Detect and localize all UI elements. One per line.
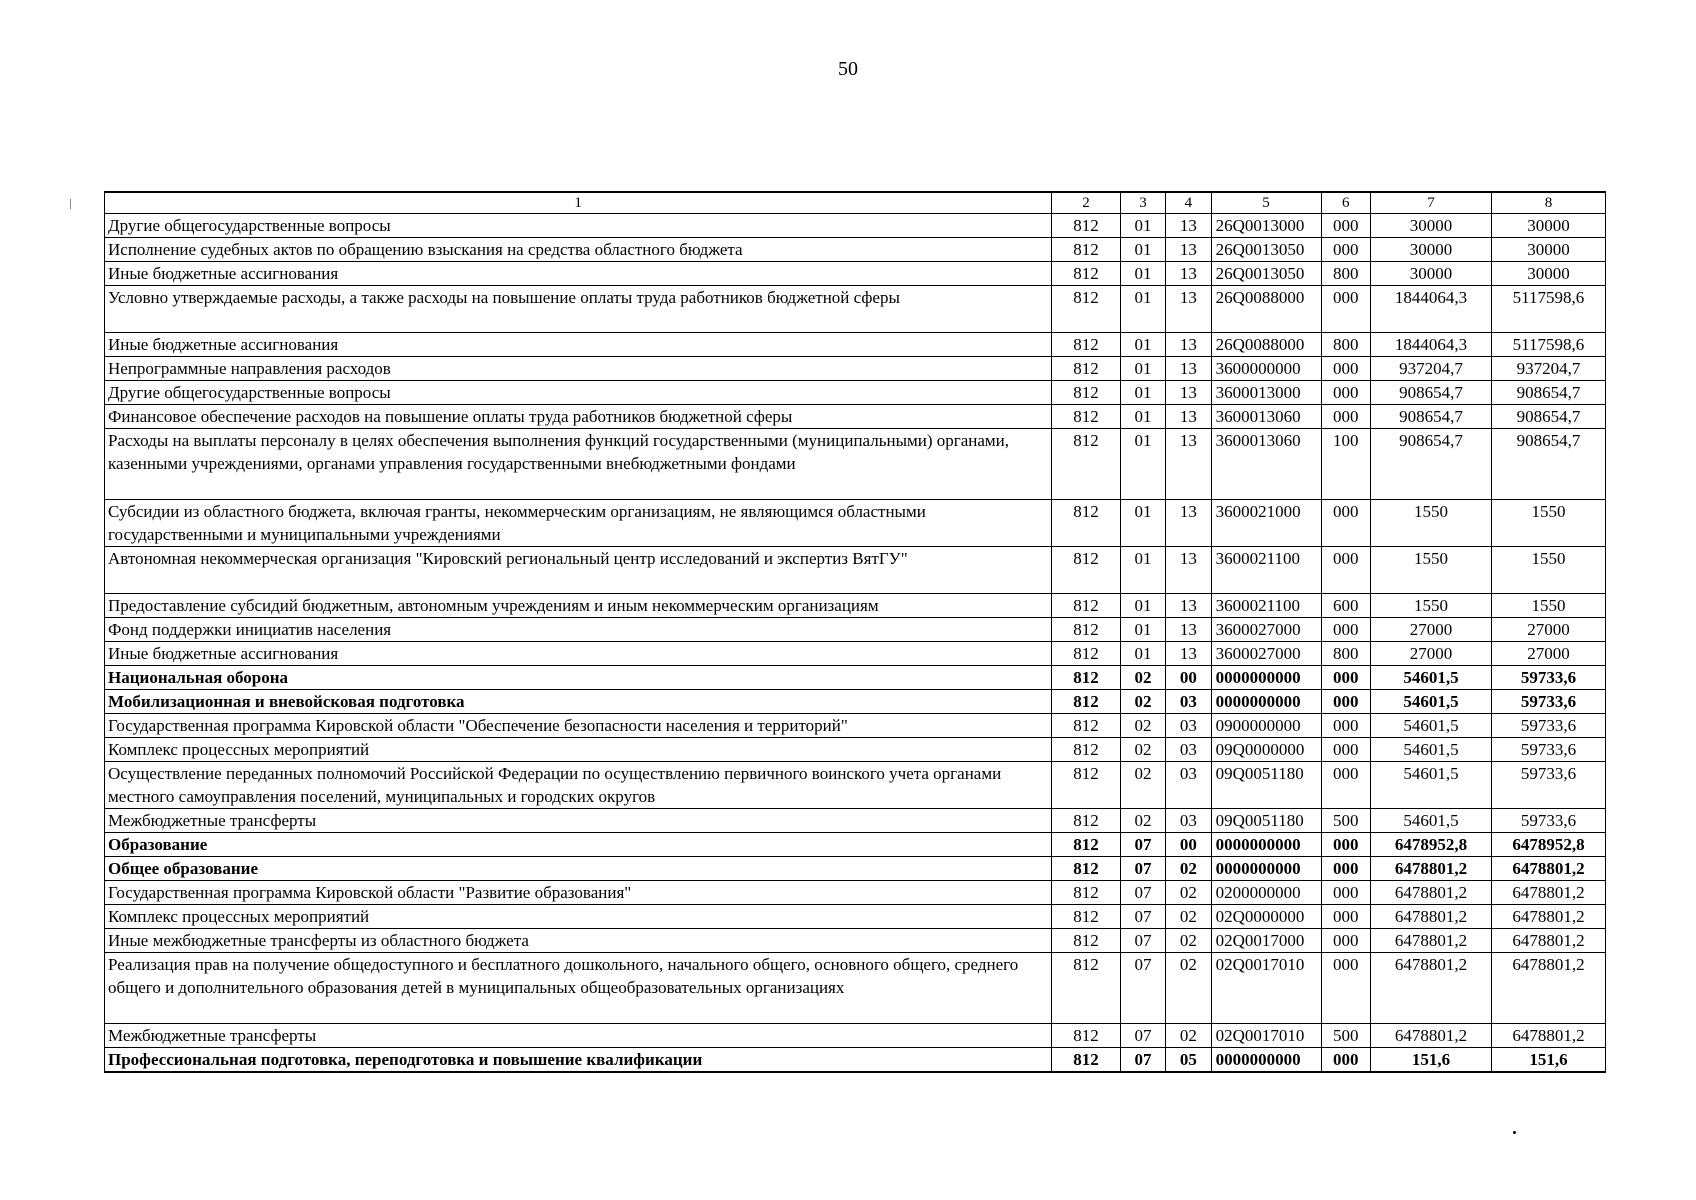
row-subsection: 05 (1166, 1048, 1211, 1073)
row-expense-type: 000 (1321, 905, 1370, 929)
row-section: 07 (1120, 929, 1165, 953)
row-amount-year2: 30000 (1491, 214, 1605, 238)
row-name: Условно утверждаемые расходы, а также расходы на повышение оплаты труда работников бюджетной сферы (105, 286, 1052, 333)
table-row (105, 666, 1606, 690)
row-name: Непрограммные направления расходов (105, 357, 1052, 381)
row-name: Комплекс процессных мероприятий (105, 905, 1052, 929)
row-name: Национальная оборона (105, 666, 1052, 690)
row-admin-code: 812 (1052, 405, 1121, 429)
table-row (105, 809, 1606, 833)
row-amount-year1: 6478801,2 (1370, 881, 1491, 905)
table-row (105, 905, 1606, 929)
page-number: 50 (838, 58, 858, 80)
row-amount-year1: 908654,7 (1370, 405, 1491, 429)
row-subsection: 03 (1166, 738, 1211, 762)
row-target-article: 3600027000 (1211, 642, 1321, 666)
row-subsection: 00 (1166, 666, 1211, 690)
row-amount-year1: 30000 (1370, 214, 1491, 238)
row-name: Иные бюджетные ассигнования (105, 642, 1052, 666)
row-section: 01 (1120, 429, 1165, 500)
row-target-article: 02Q0000000 (1211, 905, 1321, 929)
table-row (105, 429, 1606, 500)
row-admin-code: 812 (1052, 1024, 1121, 1048)
row-amount-year2: 937204,7 (1491, 357, 1605, 381)
row-amount-year2: 5117598,6 (1491, 286, 1605, 333)
table-row (105, 405, 1606, 429)
row-amount-year2: 59733,6 (1491, 666, 1605, 690)
row-admin-code: 812 (1052, 286, 1121, 333)
row-amount-year1: 6478801,2 (1370, 929, 1491, 953)
row-subsection: 13 (1166, 238, 1211, 262)
row-subsection: 13 (1166, 618, 1211, 642)
row-expense-type: 000 (1321, 500, 1370, 547)
row-target-article: 3600013060 (1211, 429, 1321, 500)
table-row (105, 238, 1606, 262)
row-section: 07 (1120, 857, 1165, 881)
table-row (105, 881, 1606, 905)
row-amount-year1: 1550 (1370, 594, 1491, 618)
header-cell-6: 6 (1321, 192, 1370, 214)
row-target-article: 26Q0088000 (1211, 286, 1321, 333)
row-amount-year2: 6478952,8 (1491, 833, 1605, 857)
row-section: 01 (1120, 357, 1165, 381)
row-name: Другие общегосударственные вопросы (105, 214, 1052, 238)
row-subsection: 13 (1166, 286, 1211, 333)
row-name: Иные бюджетные ассигнования (105, 262, 1052, 286)
table-row (105, 714, 1606, 738)
row-expense-type: 000 (1321, 214, 1370, 238)
row-amount-year1: 54601,5 (1370, 809, 1491, 833)
row-amount-year2: 6478801,2 (1491, 881, 1605, 905)
header-cell-7: 7 (1370, 192, 1491, 214)
row-expense-type: 000 (1321, 405, 1370, 429)
row-expense-type: 000 (1321, 833, 1370, 857)
table-row (105, 286, 1606, 333)
row-admin-code: 812 (1052, 214, 1121, 238)
row-expense-type: 000 (1321, 714, 1370, 738)
row-amount-year2: 59733,6 (1491, 809, 1605, 833)
row-target-article: 0000000000 (1211, 857, 1321, 881)
row-target-article: 3600013000 (1211, 381, 1321, 405)
row-admin-code: 812 (1052, 905, 1121, 929)
row-admin-code: 812 (1052, 500, 1121, 547)
row-target-article: 3600021100 (1211, 594, 1321, 618)
row-expense-type: 800 (1321, 333, 1370, 357)
row-subsection: 13 (1166, 594, 1211, 618)
row-name: Предоставление субсидий бюджетным, автономным учреждениям и иным некоммерческим организациям (105, 594, 1052, 618)
row-subsection: 00 (1166, 833, 1211, 857)
row-admin-code: 812 (1052, 547, 1121, 594)
row-section: 02 (1120, 690, 1165, 714)
table-row (105, 690, 1606, 714)
row-amount-year2: 30000 (1491, 238, 1605, 262)
row-section: 01 (1120, 405, 1165, 429)
row-expense-type: 000 (1321, 666, 1370, 690)
row-admin-code: 812 (1052, 594, 1121, 618)
row-section: 02 (1120, 809, 1165, 833)
row-admin-code: 812 (1052, 666, 1121, 690)
row-target-article: 26Q0088000 (1211, 333, 1321, 357)
row-subsection: 03 (1166, 809, 1211, 833)
row-name: Межбюджетные трансферты (105, 809, 1052, 833)
row-admin-code: 812 (1052, 881, 1121, 905)
row-section: 07 (1120, 833, 1165, 857)
row-name: Образование (105, 833, 1052, 857)
row-section: 01 (1120, 594, 1165, 618)
table-row (105, 500, 1606, 547)
row-admin-code: 812 (1052, 1048, 1121, 1073)
table-row (105, 857, 1606, 881)
row-subsection: 13 (1166, 500, 1211, 547)
row-section: 01 (1120, 214, 1165, 238)
row-amount-year2: 30000 (1491, 262, 1605, 286)
row-amount-year1: 54601,5 (1370, 738, 1491, 762)
table-row (105, 1024, 1606, 1048)
row-amount-year2: 59733,6 (1491, 714, 1605, 738)
row-section: 07 (1120, 1024, 1165, 1048)
table-row (105, 547, 1606, 594)
header-cell-8: 8 (1491, 192, 1605, 214)
row-name: Осуществление переданных полномочий Российской Федерации по осуществлению первичного воинского учета органами местного самоуправления поселений, муниципальных и городских округов (105, 762, 1052, 809)
row-admin-code: 812 (1052, 738, 1121, 762)
row-admin-code: 812 (1052, 238, 1121, 262)
row-amount-year2: 1550 (1491, 594, 1605, 618)
row-section: 02 (1120, 666, 1165, 690)
row-subsection: 02 (1166, 857, 1211, 881)
row-name: Общее образование (105, 857, 1052, 881)
row-subsection: 03 (1166, 690, 1211, 714)
row-amount-year2: 6478801,2 (1491, 953, 1605, 1024)
row-amount-year1: 908654,7 (1370, 381, 1491, 405)
row-name: Расходы на выплаты персоналу в целях обеспечения выполнения функций государственными (муниципальными) органами, казенными учреждениями, органами управления государственными внебюджетными фондами (105, 429, 1052, 500)
table-row (105, 618, 1606, 642)
table-row (105, 642, 1606, 666)
row-target-article: 3600021000 (1211, 500, 1321, 547)
table-row (105, 333, 1606, 357)
row-section: 01 (1120, 547, 1165, 594)
row-amount-year1: 54601,5 (1370, 762, 1491, 809)
row-subsection: 13 (1166, 381, 1211, 405)
row-subsection: 03 (1166, 714, 1211, 738)
row-expense-type: 800 (1321, 262, 1370, 286)
row-amount-year2: 59733,6 (1491, 738, 1605, 762)
row-admin-code: 812 (1052, 929, 1121, 953)
table-row (105, 262, 1606, 286)
row-name: Государственная программа Кировской области "Обеспечение безопасности населения и территорий" (105, 714, 1052, 738)
row-name: Комплекс процессных мероприятий (105, 738, 1052, 762)
row-amount-year1: 908654,7 (1370, 429, 1491, 500)
row-amount-year1: 1550 (1370, 500, 1491, 547)
row-amount-year1: 6478801,2 (1370, 1024, 1491, 1048)
row-section: 01 (1120, 618, 1165, 642)
row-section: 07 (1120, 1048, 1165, 1073)
header-cell-3: 3 (1120, 192, 1165, 214)
table-row (105, 929, 1606, 953)
row-admin-code: 812 (1052, 333, 1121, 357)
row-admin-code: 812 (1052, 642, 1121, 666)
row-amount-year1: 27000 (1370, 618, 1491, 642)
row-amount-year2: 908654,7 (1491, 429, 1605, 500)
budget-table (104, 191, 1606, 1073)
row-amount-year2: 6478801,2 (1491, 905, 1605, 929)
row-target-article: 09Q0051180 (1211, 809, 1321, 833)
table-row (105, 1048, 1606, 1073)
row-expense-type: 000 (1321, 1048, 1370, 1073)
row-section: 02 (1120, 762, 1165, 809)
row-admin-code: 812 (1052, 262, 1121, 286)
row-admin-code: 812 (1052, 714, 1121, 738)
row-amount-year2: 59733,6 (1491, 762, 1605, 809)
row-subsection: 03 (1166, 762, 1211, 809)
row-admin-code: 812 (1052, 690, 1121, 714)
row-target-article: 0000000000 (1211, 666, 1321, 690)
row-amount-year1: 30000 (1370, 238, 1491, 262)
row-amount-year2: 6478801,2 (1491, 1024, 1605, 1048)
row-amount-year1: 6478801,2 (1370, 857, 1491, 881)
row-expense-type: 800 (1321, 642, 1370, 666)
row-subsection: 02 (1166, 953, 1211, 1024)
table-row (105, 594, 1606, 618)
row-target-article: 0200000000 (1211, 881, 1321, 905)
row-section: 01 (1120, 500, 1165, 547)
row-amount-year2: 151,6 (1491, 1048, 1605, 1073)
row-expense-type: 000 (1321, 929, 1370, 953)
table-row (105, 738, 1606, 762)
row-expense-type: 000 (1321, 881, 1370, 905)
row-admin-code: 812 (1052, 809, 1121, 833)
row-target-article: 0000000000 (1211, 690, 1321, 714)
row-expense-type: 000 (1321, 762, 1370, 809)
header-cell-4: 4 (1166, 192, 1211, 214)
row-admin-code: 812 (1052, 618, 1121, 642)
row-target-article: 0900000000 (1211, 714, 1321, 738)
row-target-article: 3600027000 (1211, 618, 1321, 642)
row-expense-type: 500 (1321, 809, 1370, 833)
table-row (105, 953, 1606, 1024)
row-target-article: 09Q0051180 (1211, 762, 1321, 809)
row-target-article: 26Q0013050 (1211, 238, 1321, 262)
row-subsection: 13 (1166, 429, 1211, 500)
row-section: 07 (1120, 881, 1165, 905)
row-amount-year1: 6478801,2 (1370, 953, 1491, 1024)
row-subsection: 02 (1166, 929, 1211, 953)
table-body (105, 192, 1606, 1072)
row-admin-code: 812 (1052, 357, 1121, 381)
row-amount-year1: 937204,7 (1370, 357, 1491, 381)
row-name: Субсидии из областного бюджета, включая гранты, некоммерческим организациям, не являющимся областными государственными и муниципальными учреждениями (105, 500, 1052, 547)
row-name: Иные бюджетные ассигнования (105, 333, 1052, 357)
row-target-article: 0000000000 (1211, 833, 1321, 857)
row-target-article: 26Q0013000 (1211, 214, 1321, 238)
table-row (105, 381, 1606, 405)
row-expense-type: 500 (1321, 1024, 1370, 1048)
table-header-row (105, 192, 1606, 214)
row-admin-code: 812 (1052, 833, 1121, 857)
row-amount-year2: 1550 (1491, 500, 1605, 547)
row-expense-type: 000 (1321, 690, 1370, 714)
row-amount-year2: 5117598,6 (1491, 333, 1605, 357)
row-amount-year1: 30000 (1370, 262, 1491, 286)
row-subsection: 13 (1166, 333, 1211, 357)
row-amount-year1: 1844064,3 (1370, 333, 1491, 357)
row-name: Государственная программа Кировской области "Развитие образования" (105, 881, 1052, 905)
row-subsection: 02 (1166, 881, 1211, 905)
row-name: Реализация прав на получение общедоступного и бесплатного дошкольного, начального общего, основного общего, среднего общего и дополнительного образования детей в муниципальных общеобразовательных организациях (105, 953, 1052, 1024)
row-section: 07 (1120, 905, 1165, 929)
row-amount-year1: 151,6 (1370, 1048, 1491, 1073)
row-expense-type: 600 (1321, 594, 1370, 618)
row-subsection: 13 (1166, 547, 1211, 594)
row-expense-type: 000 (1321, 547, 1370, 594)
row-amount-year2: 6478801,2 (1491, 857, 1605, 881)
row-target-article: 02Q0017010 (1211, 1024, 1321, 1048)
header-cell-1: 1 (105, 192, 1052, 214)
row-amount-year1: 54601,5 (1370, 690, 1491, 714)
row-subsection: 13 (1166, 262, 1211, 286)
row-name: Автономная некоммерческая организация "Кировский региональный центр исследований и экспертиз ВятГУ" (105, 547, 1052, 594)
row-expense-type: 000 (1321, 286, 1370, 333)
row-section: 01 (1120, 238, 1165, 262)
row-subsection: 13 (1166, 357, 1211, 381)
row-expense-type: 000 (1321, 618, 1370, 642)
row-section: 02 (1120, 738, 1165, 762)
row-section: 01 (1120, 333, 1165, 357)
row-section: 01 (1120, 381, 1165, 405)
row-target-article: 09Q0000000 (1211, 738, 1321, 762)
row-subsection: 13 (1166, 405, 1211, 429)
header-cell-2: 2 (1052, 192, 1121, 214)
row-name: Межбюджетные трансферты (105, 1024, 1052, 1048)
row-target-article: 26Q0013050 (1211, 262, 1321, 286)
row-amount-year2: 59733,6 (1491, 690, 1605, 714)
row-amount-year1: 27000 (1370, 642, 1491, 666)
row-expense-type: 000 (1321, 953, 1370, 1024)
table-row (105, 833, 1606, 857)
table-row (105, 357, 1606, 381)
row-expense-type: 000 (1321, 857, 1370, 881)
row-target-article: 0000000000 (1211, 1048, 1321, 1073)
row-amount-year1: 54601,5 (1370, 666, 1491, 690)
row-target-article: 02Q0017000 (1211, 929, 1321, 953)
row-amount-year2: 27000 (1491, 618, 1605, 642)
row-name: Фонд поддержки инициатив населения (105, 618, 1052, 642)
row-expense-type: 100 (1321, 429, 1370, 500)
row-name: Другие общегосударственные вопросы (105, 381, 1052, 405)
row-name: Мобилизационная и вневойсковая подготовка (105, 690, 1052, 714)
row-amount-year2: 908654,7 (1491, 405, 1605, 429)
row-amount-year1: 54601,5 (1370, 714, 1491, 738)
row-expense-type: 000 (1321, 238, 1370, 262)
row-admin-code: 812 (1052, 429, 1121, 500)
row-amount-year2: 27000 (1491, 642, 1605, 666)
row-amount-year1: 6478801,2 (1370, 905, 1491, 929)
row-amount-year1: 1844064,3 (1370, 286, 1491, 333)
row-target-article: 3600000000 (1211, 357, 1321, 381)
row-admin-code: 812 (1052, 762, 1121, 809)
row-expense-type: 000 (1321, 738, 1370, 762)
row-expense-type: 000 (1321, 357, 1370, 381)
row-amount-year2: 1550 (1491, 547, 1605, 594)
row-subsection: 13 (1166, 642, 1211, 666)
row-admin-code: 812 (1052, 953, 1121, 1024)
row-section: 01 (1120, 642, 1165, 666)
header-cell-5: 5 (1211, 192, 1321, 214)
table-row (105, 214, 1606, 238)
row-target-article: 3600013060 (1211, 405, 1321, 429)
row-section: 07 (1120, 953, 1165, 1024)
row-amount-year2: 908654,7 (1491, 381, 1605, 405)
margin-mark (70, 199, 71, 209)
row-section: 01 (1120, 262, 1165, 286)
row-amount-year1: 6478952,8 (1370, 833, 1491, 857)
scan-speck (1513, 1131, 1516, 1134)
row-admin-code: 812 (1052, 381, 1121, 405)
row-admin-code: 812 (1052, 857, 1121, 881)
row-name: Финансовое обеспечение расходов на повышение оплаты труда работников бюджетной сферы (105, 405, 1052, 429)
row-subsection: 02 (1166, 905, 1211, 929)
row-subsection: 02 (1166, 1024, 1211, 1048)
row-amount-year1: 1550 (1370, 547, 1491, 594)
row-name: Иные межбюджетные трансферты из областного бюджета (105, 929, 1052, 953)
row-target-article: 02Q0017010 (1211, 953, 1321, 1024)
row-target-article: 3600021100 (1211, 547, 1321, 594)
row-expense-type: 000 (1321, 381, 1370, 405)
row-amount-year2: 6478801,2 (1491, 929, 1605, 953)
row-subsection: 13 (1166, 214, 1211, 238)
row-name: Профессиональная подготовка, переподготовка и повышение квалификации (105, 1048, 1052, 1073)
row-section: 02 (1120, 714, 1165, 738)
row-name: Исполнение судебных актов по обращению взыскания на средства областного бюджета (105, 238, 1052, 262)
row-section: 01 (1120, 286, 1165, 333)
table-row (105, 762, 1606, 809)
